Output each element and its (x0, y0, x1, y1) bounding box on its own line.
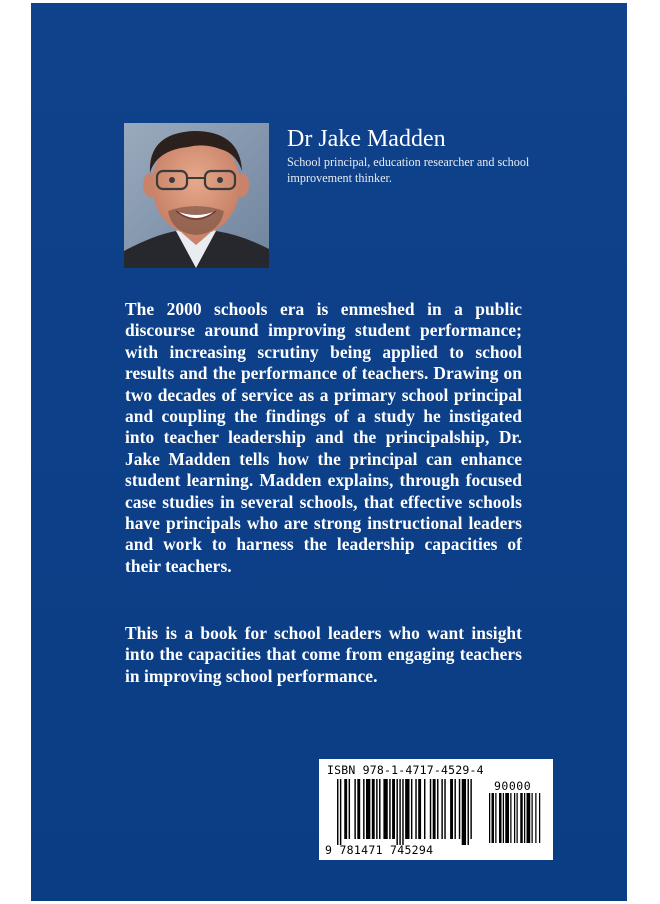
ean-barcode-bars (337, 779, 479, 847)
blurb-paragraph-1: The 2000 schools era is enmeshed in a public discourse around improving student performance; with increasing scrutiny being applied to school results and the performance of teachers. Drawing on two decades of service as a primary school principal and coupling the findings of a study he instigated into teacher leadership and the principalship, Dr. Jake Madden tells how the principal can enhance student learning. Madden explains, through focused case studies in several schools, that effective schools have principals who are strong instructional leaders and work to harness the leadership capacities of their teachers. (125, 299, 522, 576)
author-description: School principal, education researcher and school improvement thinker. (287, 155, 530, 185)
author-photo (124, 123, 269, 268)
ean-digits: 9 781471 745294 (325, 843, 434, 857)
addon-barcode-bars (489, 793, 545, 847)
back-cover (31, 3, 627, 901)
author-name: Dr Jake Madden (287, 126, 446, 152)
blurb-paragraph-2: This is a book for school leaders who want insight into the capacities that come from engaging teachers in improving school performance. (125, 623, 522, 686)
price-code: 90000 (494, 779, 532, 793)
isbn-barcode (319, 759, 553, 860)
isbn-number: ISBN 978-1-4717-4529-4 (327, 763, 484, 777)
